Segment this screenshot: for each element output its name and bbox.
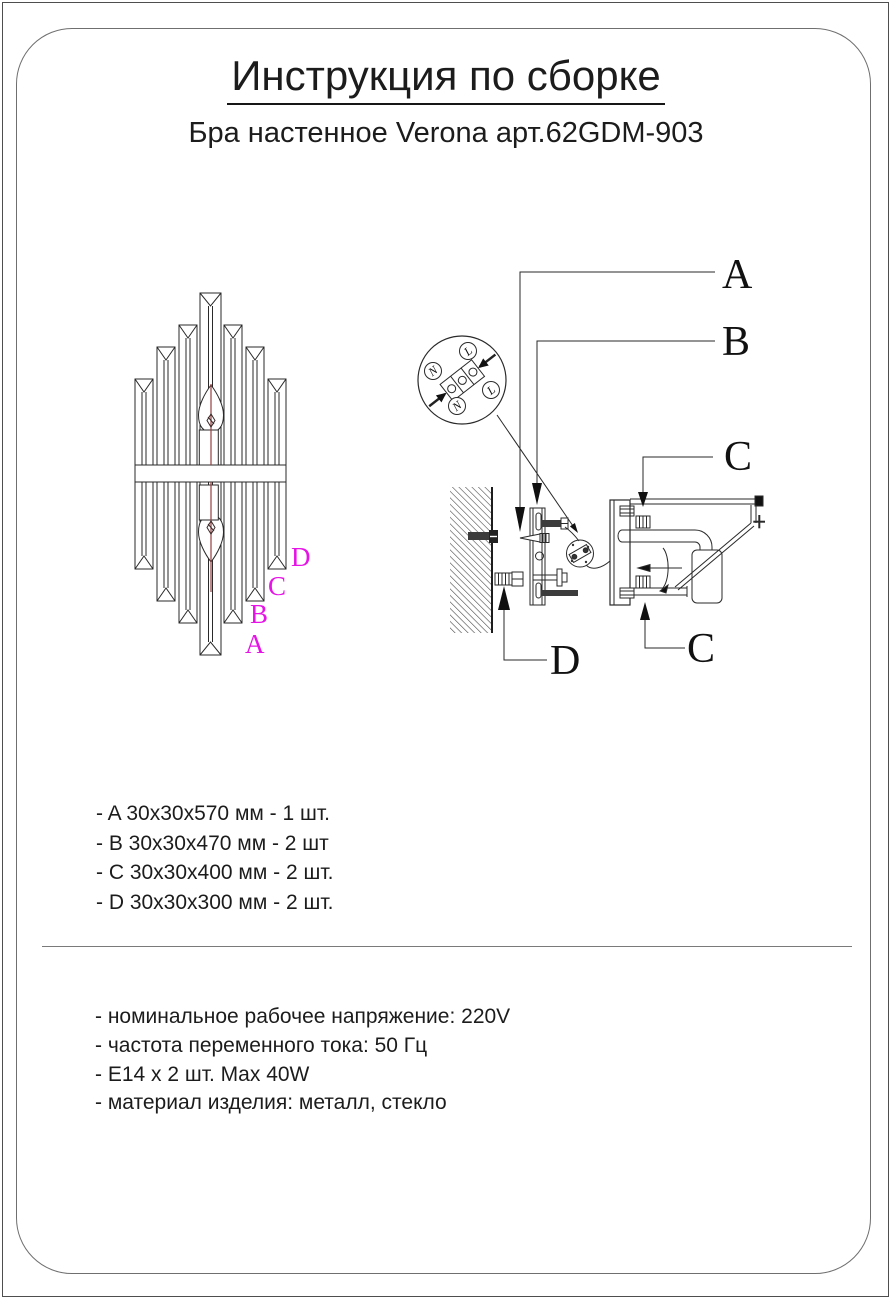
lower-wall-anchor: [495, 572, 523, 586]
sconce-label-c: C: [268, 571, 287, 601]
assembly-label-a: A: [722, 252, 753, 298]
upper-bolt-set: [620, 506, 650, 528]
center-band: [135, 465, 286, 482]
sconce-label-a: A: [245, 629, 265, 659]
upper-candle-body: [199, 430, 218, 465]
section-divider: [42, 946, 852, 947]
lower-candle-body: [199, 485, 218, 520]
spec-item: - E14 x 2 шт. Max 40W: [95, 1062, 310, 1086]
leader-d: [498, 586, 547, 660]
leader-b: [532, 341, 715, 505]
sconce-label-d: D: [291, 542, 311, 572]
terminal-letter-n2: N: [449, 398, 465, 414]
parts-list-item: - B 30x30x470 мм - 2 шт: [96, 831, 329, 855]
page-title: Инструкция по сборке: [227, 54, 665, 105]
terminal-letter-l2: L: [484, 382, 498, 398]
lamp-socket-cup: [692, 550, 722, 603]
sconce-label-b: B: [250, 599, 269, 629]
spec-item: - частота переменного тока: 50 Гц: [95, 1033, 428, 1057]
parts-list-item: - A 30x30x570 мм - 1 шт.: [96, 802, 330, 825]
wire-junction: [567, 540, 594, 567]
leader-c-lower: [640, 602, 685, 648]
specs-list: [95, 1003, 510, 1118]
parts-list: [96, 799, 333, 917]
assembly-label-c-upper: C: [724, 434, 753, 480]
leader-a: [515, 272, 715, 532]
lamp-arm-tube: [618, 530, 712, 550]
terminal-letter-l1: L: [461, 343, 475, 359]
terminal-letter-n1: N: [425, 363, 441, 379]
assembly-label-d: D: [550, 638, 581, 684]
parts-list-item: - D 30x30x300 мм - 2 шт.: [96, 890, 334, 914]
parts-list-item: - C 30x30x400 мм - 2 шт.: [96, 861, 334, 885]
page-subtitle: Бра настенное Verona арт.62GDM-903: [188, 117, 704, 149]
wall-section: [450, 487, 492, 633]
spec-item: - номинальное рабочее напряжение: 220V: [95, 1005, 511, 1028]
wire-from-bracket: [565, 527, 579, 541]
assembly-label-c-lower: C: [687, 626, 716, 672]
bracket-bottom-rod: [541, 590, 578, 596]
assembly-label-b: B: [722, 319, 751, 365]
lamp-diagonal-brace: [675, 523, 754, 590]
sconce-drawing: [125, 285, 320, 670]
wiring-detail-circle: [418, 336, 506, 424]
spec-item: - материал изделия: металл, стекло: [95, 1091, 447, 1115]
assembly-drawing: [410, 250, 790, 690]
